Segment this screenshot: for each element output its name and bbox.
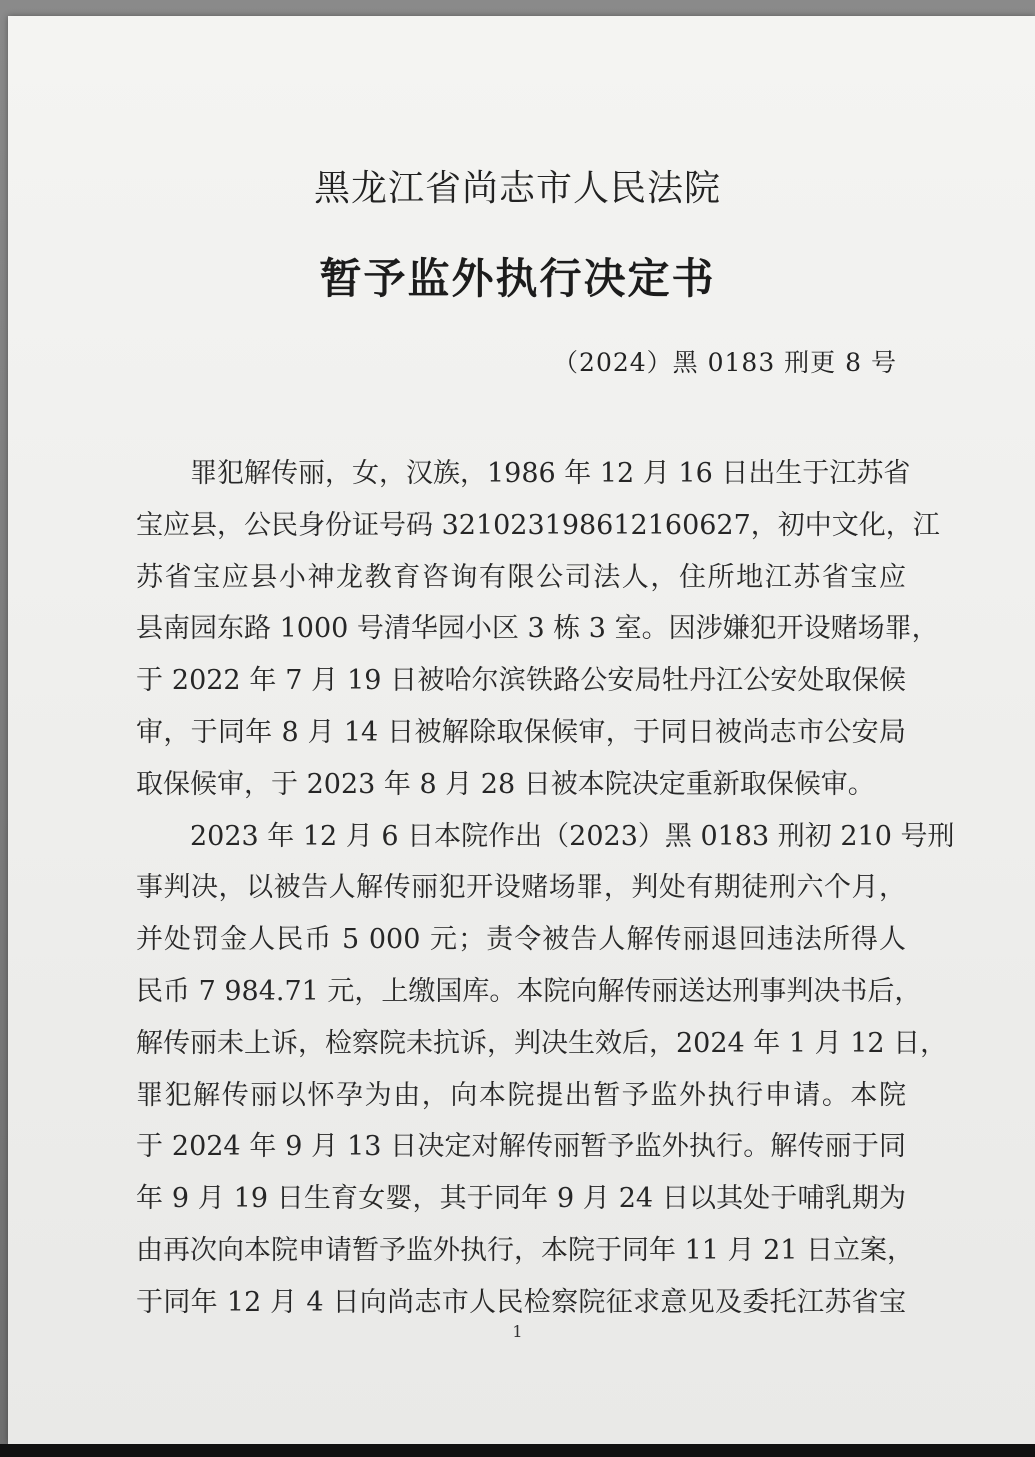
paragraph-1-line: 于 2022 年 7 月 19 日被哈尔滨铁路公安局牡丹江公安处取保候	[136, 665, 906, 697]
case-number: （2024）黑 0183 刑更 8 号	[553, 348, 897, 377]
paragraph-2-line: 年 9 月 19 日生育女婴，其于同年 9 月 24 日以其处于哺乳期为	[136, 1183, 906, 1215]
document-title: 暂予监外执行决定书	[319, 254, 716, 303]
paragraph-1-line: 取保候审，于 2023 年 8 月 28 日被本院决定重新取保候审。	[136, 768, 875, 800]
page-number: 1	[512, 1322, 523, 1341]
body-text	[136, 448, 955, 1329]
paragraph-1-line: 罪犯解传丽，女，汉族，1986 年 12 月 16 日出生于江苏省	[136, 458, 911, 489]
paragraph-1-line: 审，于同年 8 月 14 日被解除取保候审，于同日被尚志市公安局	[136, 716, 906, 748]
paragraph-2-line: 由再次向本院申请暂予监外执行，本院于同年 11 月 21 日立案，	[136, 1234, 915, 1266]
paragraph-2-line: 事判决，以被告人解传丽犯开设赌场罪，判处有期徒刑六个月，	[136, 872, 906, 904]
paragraph-2-line: 解传丽未上诉，检察院未抗诉，判决生效后，2024 年 1 月 12 日，	[136, 1027, 948, 1059]
paragraph-1-line: 县南园东路 1000 号清华园小区 3 栋 3 室。因涉嫌犯开设赌场罪，	[136, 613, 939, 645]
paragraph-2-line: 于 2024 年 9 月 13 日决定对解传丽暂予监外执行。解传丽于同	[136, 1131, 906, 1163]
paragraph-1-line: 宝应县，公民身份证号码 321023198612160627，初中文化，江	[136, 509, 940, 541]
paragraph-2-line: 并处罚金人民币 5 000 元；责令被告人解传丽退回违法所得人	[136, 924, 906, 956]
paragraph-1-line: 苏省宝应县小神龙教育咨询有限公司法人，住所地江苏省宝应	[136, 561, 906, 593]
court-name: 黑龙江省尚志市人民法院	[313, 168, 721, 209]
paragraph-2-line: 于同年 12 月 4 日向尚志市人民检察院征求意见及委托江苏省宝	[136, 1286, 906, 1318]
paragraph-2-line: 2023 年 12 月 6 日本院作出（2023）黑 0183 刑初 210 号刑	[136, 820, 955, 852]
paragraph-2-line: 民币 7 984.71 元，上缴国库。本院向解传丽送达刑事判决书后，	[136, 975, 922, 1007]
paragraph-2-line: 罪犯解传丽以怀孕为由，向本院提出暂予监外执行申请。本院	[136, 1079, 906, 1111]
bottom-edge	[0, 1444, 1035, 1457]
